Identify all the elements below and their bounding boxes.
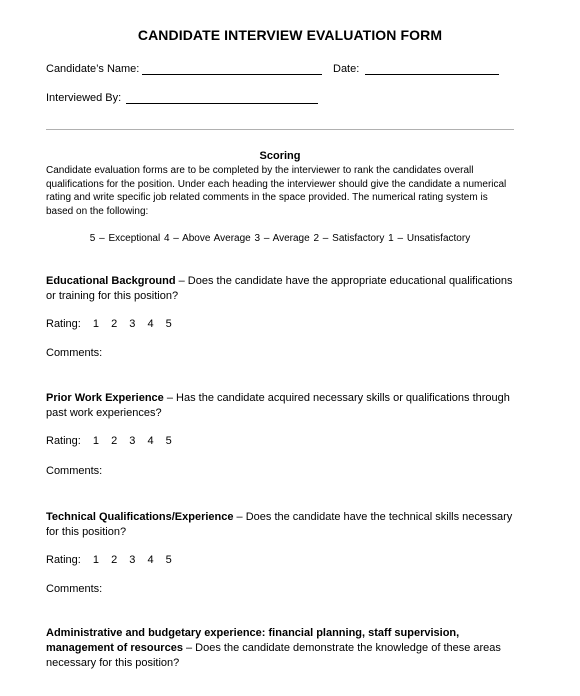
rating-option-1[interactable]: 1 — [92, 435, 100, 447]
section-question — [46, 626, 521, 671]
section-administrative-budgetary — [46, 626, 521, 692]
rating-row — [46, 318, 172, 330]
comments-label: Comments: — [46, 347, 103, 359]
rating-option-4[interactable]: 4 — [147, 318, 154, 330]
rating-option-5[interactable]: 5 — [165, 318, 172, 330]
section-heading: Educational Background — [46, 275, 176, 287]
rating-scale: 5 – Exceptional 4 – Above Average 3 – Average 2 – Satisfactory 1 – Unsatisfactory — [89, 233, 471, 244]
rating-option-5[interactable]: 5 — [165, 554, 172, 566]
rating-option-3[interactable]: 3 — [129, 435, 136, 447]
interviewed-by-field[interactable] — [46, 91, 318, 104]
rating-label: Rating: — [46, 554, 81, 566]
rating-option-1[interactable]: 1 — [92, 318, 100, 330]
scoring-heading: Scoring — [259, 150, 301, 162]
rating-option-2[interactable]: 2 — [111, 435, 118, 447]
rating-option-3[interactable]: 3 — [129, 554, 136, 566]
rating-option-2[interactable]: 2 — [111, 318, 118, 330]
candidate-name-line[interactable] — [142, 62, 322, 75]
section-heading: Prior Work Experience — [46, 392, 164, 404]
date-label: Date: — [333, 63, 360, 75]
candidate-name-label: Candidate’s Name: — [46, 63, 140, 75]
scoring-description: Candidate evaluation forms are to be completed by the interviewer to rank the candidates overall qualifications for the position. Under each heading the interviewer should give the candidate a numerical rating and write specific job related comments in the space provided. The numerical rating system is based on the following: — [46, 165, 507, 217]
section-question-text: – Does the candidate have the appropriate educational qualifications or training for this position? — [46, 275, 513, 302]
section-educational-background — [46, 274, 521, 374]
section-question — [46, 391, 521, 421]
comments-label: Comments: — [46, 465, 103, 477]
section-question-text: – Has the candidate acquired necessary skills or qualifications through past work experiences? — [46, 392, 510, 419]
section-question — [46, 274, 521, 304]
rating-label: Rating: — [46, 435, 81, 447]
candidate-name-field[interactable] — [46, 62, 322, 75]
section-technical-qualifications — [46, 510, 521, 610]
rating-option-4[interactable]: 4 — [147, 435, 154, 447]
date-line[interactable] — [365, 62, 499, 75]
rating-row — [46, 554, 172, 566]
rating-option-2[interactable]: 2 — [111, 554, 118, 566]
divider — [46, 129, 514, 130]
rating-option-5[interactable]: 5 — [165, 435, 172, 447]
section-heading: Technical Qualifications/Experience — [46, 511, 234, 523]
rating-row — [46, 435, 172, 447]
form-title: CANDIDATE INTERVIEW EVALUATION FORM — [137, 27, 443, 43]
comments-label: Comments: — [46, 583, 103, 595]
date-field[interactable] — [333, 62, 499, 75]
section-heading: Administrative and budgetary experience: financial planning, staff supervision, management of resources — [46, 627, 460, 654]
rating-label: Rating: — [46, 318, 81, 330]
interviewed-by-label: Interviewed By: — [46, 92, 122, 104]
rating-option-4[interactable]: 4 — [147, 554, 154, 566]
section-question-text: – Does the candidate have the technical skills necessary for this position? — [46, 511, 513, 538]
section-question — [46, 510, 521, 540]
section-prior-work-experience — [46, 391, 521, 491]
rating-option-1[interactable]: 1 — [92, 554, 100, 566]
rating-option-3[interactable]: 3 — [129, 318, 136, 330]
section-question-text: – Does the candidate demonstrate the knowledge of these areas necessary for this position? — [46, 642, 501, 669]
interviewed-by-line[interactable] — [126, 91, 318, 104]
